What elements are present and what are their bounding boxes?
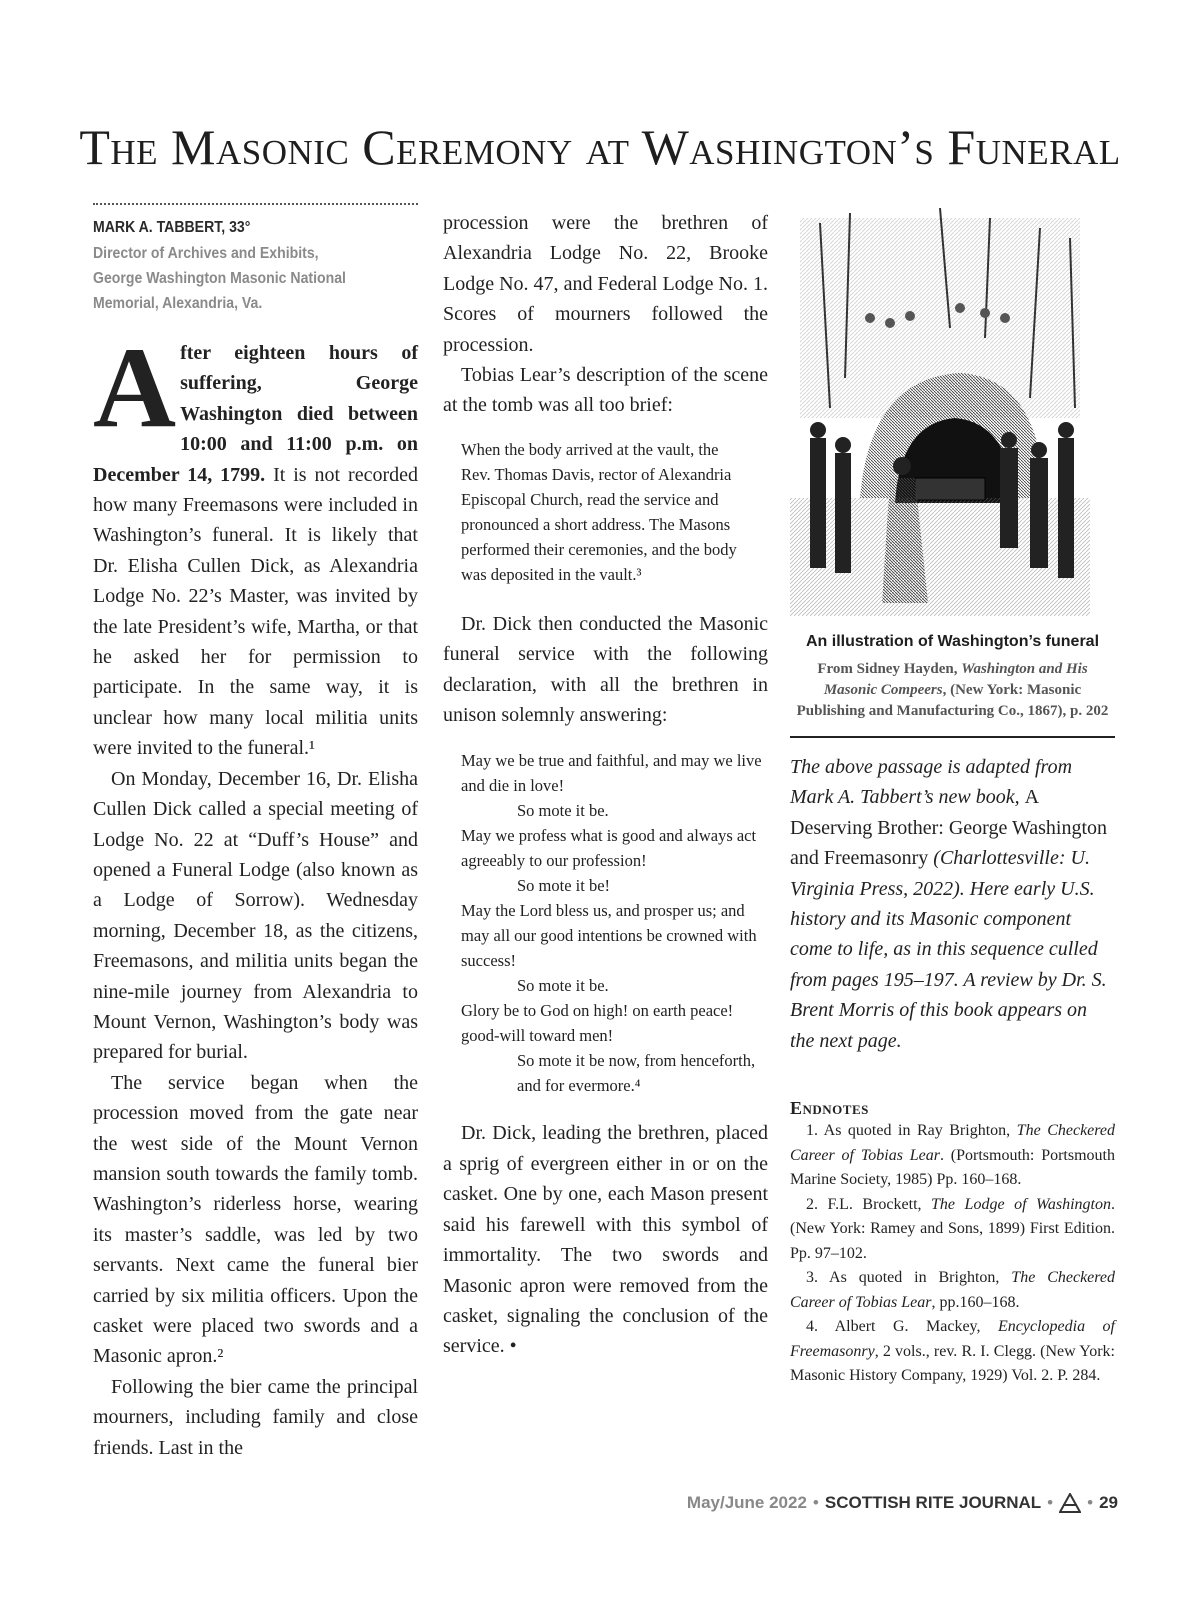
affiliation-line: Director of Archives and Exhibits, [93, 245, 319, 262]
verse-line: May we be true and faithful, and may we live and die in love! [461, 751, 762, 796]
paragraph: The service began when the procession moved from the gate near the west side of the Mount Vernon mansion south towards the family tomb. Washington’s riderless horse, wearing its master’s saddle, was led by two servants. Next came the funeral bier carried by six militia officers. Upon the casket were placed two swords and a Masonic apron.² [93, 1071, 418, 1368]
paragraph: procession were the brethren of Alexandria Lodge No. 22, Brooke Lodge No. 47, and Federal Lodge No. 1. Scores of mourners followed the procession. [443, 212, 768, 356]
drop-cap: A [93, 324, 177, 451]
illustration-caption: An illustration of Washington’s funeral [805, 633, 1100, 650]
illustration-source: From Sidney Hayden, Washington and His Masonic Compeers, (New York: Masonic Publishing and Manufacturing Co., 1867), p. 202 [796, 661, 1109, 719]
endnote: 3. As quoted in Brighton, The Checkered Career of Tobias Lear, pp.160–168. [790, 1269, 1116, 1311]
lear-quote: When the body arrived at the vault, the Rev. Thomas Davis, rector of Alexandria Episcopal Church, read the service and pronounced a short address. The Masons performed their ceremonies, and the body was deposited in the vault.³ [461, 439, 737, 584]
paragraph: Dr. Dick, leading the brethren, placed a sprig of evergreen either in or on the casket. One by one, each Mason present said his farewell with this symbol of immortality. The two swords and Masonic apron were removed from the casket, signaling the conclusion of the service. • [443, 1122, 768, 1358]
separator: • [1047, 1493, 1054, 1512]
issue-date: May/June 2022 [686, 1493, 807, 1512]
verse-response: So mote it be. [517, 801, 609, 821]
verse-response: So mote it be. [517, 976, 609, 996]
adapted-note: The above passage is adapted from Mark A. Tabbert’s new book, A Deserving Brother: George Washington and Freemasonry (Charlottesville: U. Virginia Press, 2022). Here early U.S. history and its Masonic component come to life, as in this sequence culled from pages 195–197. A review by Dr. S. Brent Morris of this book appears on the next page. [790, 756, 1108, 1052]
verse-line: May the Lord bless us, and prosper us; and may all our good intentions be crowned with success! [461, 901, 757, 971]
paragraph: Dr. Dick then conducted the Masonic funeral service with the following declaration, with all the brethren in unison solemnly answering: [443, 612, 768, 727]
endnotes-heading: Endnotes [790, 1098, 869, 1119]
endnote: 2. F.L. Brockett, The Lodge of Washington. (New York: Ramey and Sons, 1899) First Edition. Pp. 97–102. [790, 1195, 1115, 1262]
journal-name: SCOTTISH RITE JOURNAL [824, 1493, 1042, 1512]
author-affiliation [93, 241, 418, 316]
affiliation-line: Memorial, Alexandria, Va. [93, 295, 263, 312]
paragraph: Tobias Lear’s description of the scene at the tomb was all too brief: [443, 364, 768, 417]
masonic-emblem-icon [1059, 1493, 1081, 1513]
affiliation-line: George Washington Masonic National [93, 270, 346, 287]
separator: • [1087, 1493, 1094, 1512]
page-footer [687, 1493, 1118, 1513]
column-3 [790, 208, 1115, 1389]
verse-line: May we profess what is good and always act agreeably to our profession! [461, 826, 757, 871]
verse-response: So mote it be now, from henceforth, and for evermore.⁴ [517, 1051, 756, 1096]
page-number: 29 [1099, 1493, 1118, 1512]
paragraph: Following the bier came the principal mourners, including family and close friends. Last in the [93, 1375, 418, 1459]
separator: • [812, 1493, 819, 1512]
funeral-illustration [790, 208, 1090, 616]
dotted-divider [93, 203, 418, 205]
author-name: MARK A. TABBERT, 33° [93, 219, 251, 236]
page-title: The Masonic Ceremony at Washington’s Funeral [79, 119, 1121, 175]
intro-rest: It is not recorded how many Freemasons were included in Washington’s funeral. It is likely that Dr. Elisha Cullen Dick, as Alexandria Lodge No. 22’s Master, was invited by the late President’s wife, Martha, or that he asked her for permission to participate. In the same way, it is unclear how many local militia units were invited to the funeral.¹ [93, 463, 418, 760]
verse-line: Glory be to God on high! on earth peace! good-will toward men! [461, 1001, 734, 1046]
verse-response: So mote it be! [517, 876, 611, 896]
column-2 [443, 208, 768, 1362]
column-1 [93, 203, 418, 1463]
endnote: 1. As quoted in Ray Brighton, The Checkered Career of Tobias Lear. (Portsmouth: Portsmouth Marine Society, 1985) Pp. 160–168. [790, 1122, 1116, 1189]
masonic-declaration [461, 748, 768, 1098]
lead-in: fter eighteen hours of suffering, George Washington died between 10:00 and 11:00 p.m. on December 14, 1799. [93, 342, 418, 486]
intro-paragraph [93, 324, 418, 764]
endnote: 4. Albert G. Mackey, Encyclopedia of Freemasonry, 2 vols., rev. R. I. Clegg. (New York: Masonic History Company, 1929) Vol. 2. P. 284. [790, 1318, 1116, 1385]
paragraph: On Monday, December 16, Dr. Elisha Cullen Dick called a special meeting of Lodge No. 22 at “Duff’s House” and opened a Funeral Lodge (also known as a Lodge of Sorrow). Wednesday morning, December 18, as the citizens, Freemasons, and militia units began the nine-mile journey from Alexandria to Mount Vernon, Washington’s body was prepared for burial. [93, 767, 418, 1064]
divider [790, 736, 1115, 738]
